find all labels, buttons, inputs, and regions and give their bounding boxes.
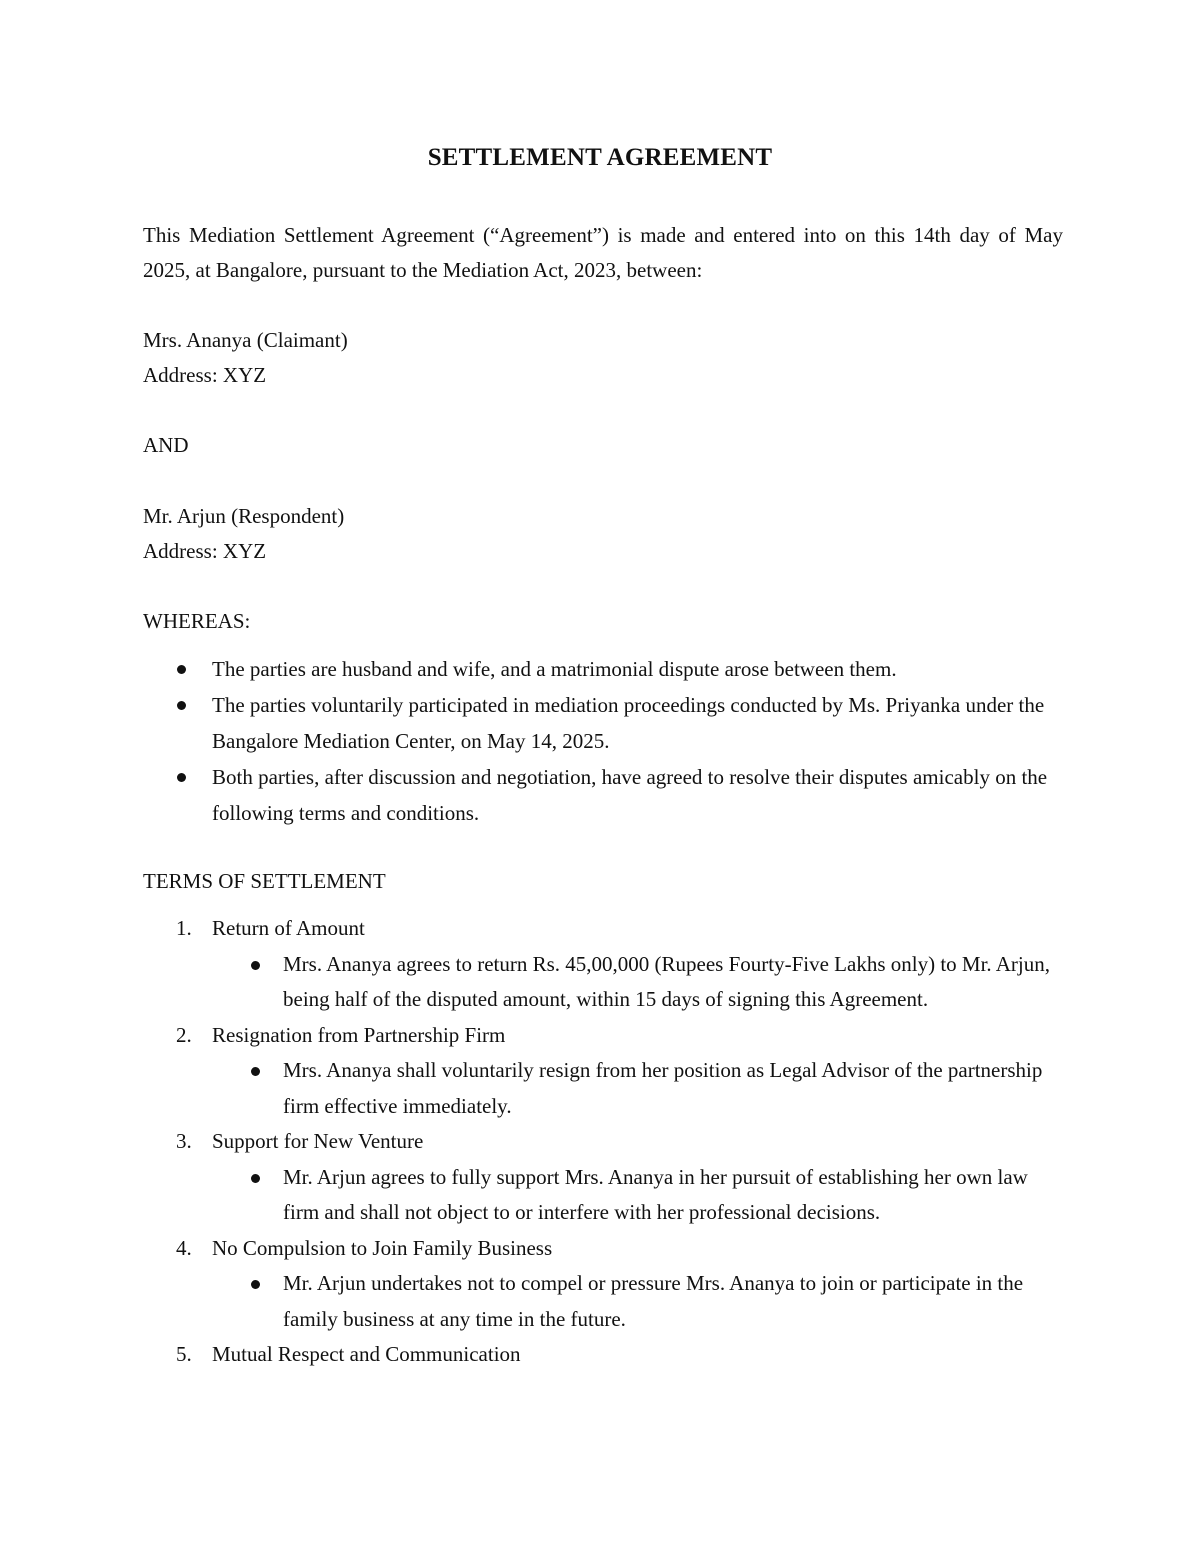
term-detail xyxy=(212,947,1063,1018)
term-title: Mutual Respect and Communication xyxy=(212,1342,521,1366)
bullet-icon xyxy=(251,1067,260,1076)
claimant-name: Mrs. Ananya (Claimant) xyxy=(143,328,348,352)
claimant-address: Address: XYZ xyxy=(143,363,267,387)
term-number: 3. xyxy=(176,1129,192,1153)
term-number: 5. xyxy=(176,1342,192,1366)
term-detail-text: Mr. Arjun undertakes not to compel or pressure Mrs. Ananya to join or participate in the family business at any time in the future. xyxy=(283,1271,1024,1331)
term-title: No Compulsion to Join Family Business xyxy=(212,1235,553,1260)
term-detail-list xyxy=(212,1266,1063,1337)
document-title: SETTLEMENT AGREEMENT xyxy=(427,144,773,171)
term-item xyxy=(143,1231,1063,1338)
whereas-item xyxy=(143,687,1063,759)
term-title: Return of Amount xyxy=(212,916,365,940)
whereas-item-text: Both parties, after discussion and negotiation, have agreed to resolve their disputes amicably on the following terms and conditions. xyxy=(212,765,1048,825)
respondent-name: Mr. Arjun (Respondent) xyxy=(143,504,345,528)
term-detail-text: Mrs. Ananya shall voluntarily resign from her position as Legal Advisor of the partnership firm effective immediately. xyxy=(283,1058,1043,1118)
term-item xyxy=(143,1124,1063,1231)
terms-heading: TERMS OF SETTLEMENT xyxy=(143,869,386,893)
whereas-heading: WHEREAS: xyxy=(143,609,251,633)
bullet-icon xyxy=(251,961,260,970)
term-number: 4. xyxy=(176,1235,192,1260)
claimant-block xyxy=(143,323,1063,393)
term-item xyxy=(143,1018,1063,1125)
term-detail-text: Mr. Arjun agrees to fully support Mrs. Ananya in her pursuit of establishing her own law firm and shall not object to or interfere with her professional decisions. xyxy=(283,1164,1028,1224)
term-detail-list xyxy=(212,947,1063,1018)
term-detail xyxy=(212,1160,1063,1231)
and-separator: AND xyxy=(143,433,189,457)
term-number: 2. xyxy=(176,1022,192,1047)
bullet-icon xyxy=(177,701,186,710)
term-detail-text: Mrs. Ananya agrees to return Rs. 45,00,000 (Rupees Fourty-Five Lakhs only) to Mr. Arjun, being half of the disputed amount, within 15 days of signing this Agreement. xyxy=(283,951,1050,1011)
term-detail xyxy=(212,1053,1063,1124)
whereas-item-text: The parties voluntarily participated in mediation proceedings conducted by Ms. Priyanka under the Bangalore Mediation Center, on May 14, 2025. xyxy=(212,693,1045,753)
term-number: 1. xyxy=(176,916,192,940)
whereas-item-text: The parties are husband and wife, and a matrimonial dispute arose between them. xyxy=(212,657,897,681)
term-item xyxy=(143,1337,1063,1373)
term-title: Resignation from Partnership Firm xyxy=(212,1022,506,1047)
bullet-icon xyxy=(177,665,186,674)
bullet-icon xyxy=(177,773,186,782)
term-detail-list xyxy=(212,1160,1063,1231)
bullet-icon xyxy=(251,1174,260,1183)
respondent-address: Address: XYZ xyxy=(143,539,267,563)
respondent-block xyxy=(143,499,1063,569)
whereas-list xyxy=(143,651,1063,831)
whereas-item xyxy=(143,651,1063,687)
term-detail xyxy=(212,1266,1063,1337)
intro-paragraph: This Mediation Settlement Agreement (“Agreement”) is made and entered into on this 14th day of May 2025, at Bangalore, pursuant to the Mediation Act, 2023, between: xyxy=(143,223,1063,282)
term-item xyxy=(143,911,1063,1018)
terms-list xyxy=(143,911,1063,1373)
term-detail-list xyxy=(212,1053,1063,1124)
bullet-icon xyxy=(251,1280,260,1289)
term-title: Support for New Venture xyxy=(212,1129,424,1153)
whereas-item xyxy=(143,759,1063,831)
